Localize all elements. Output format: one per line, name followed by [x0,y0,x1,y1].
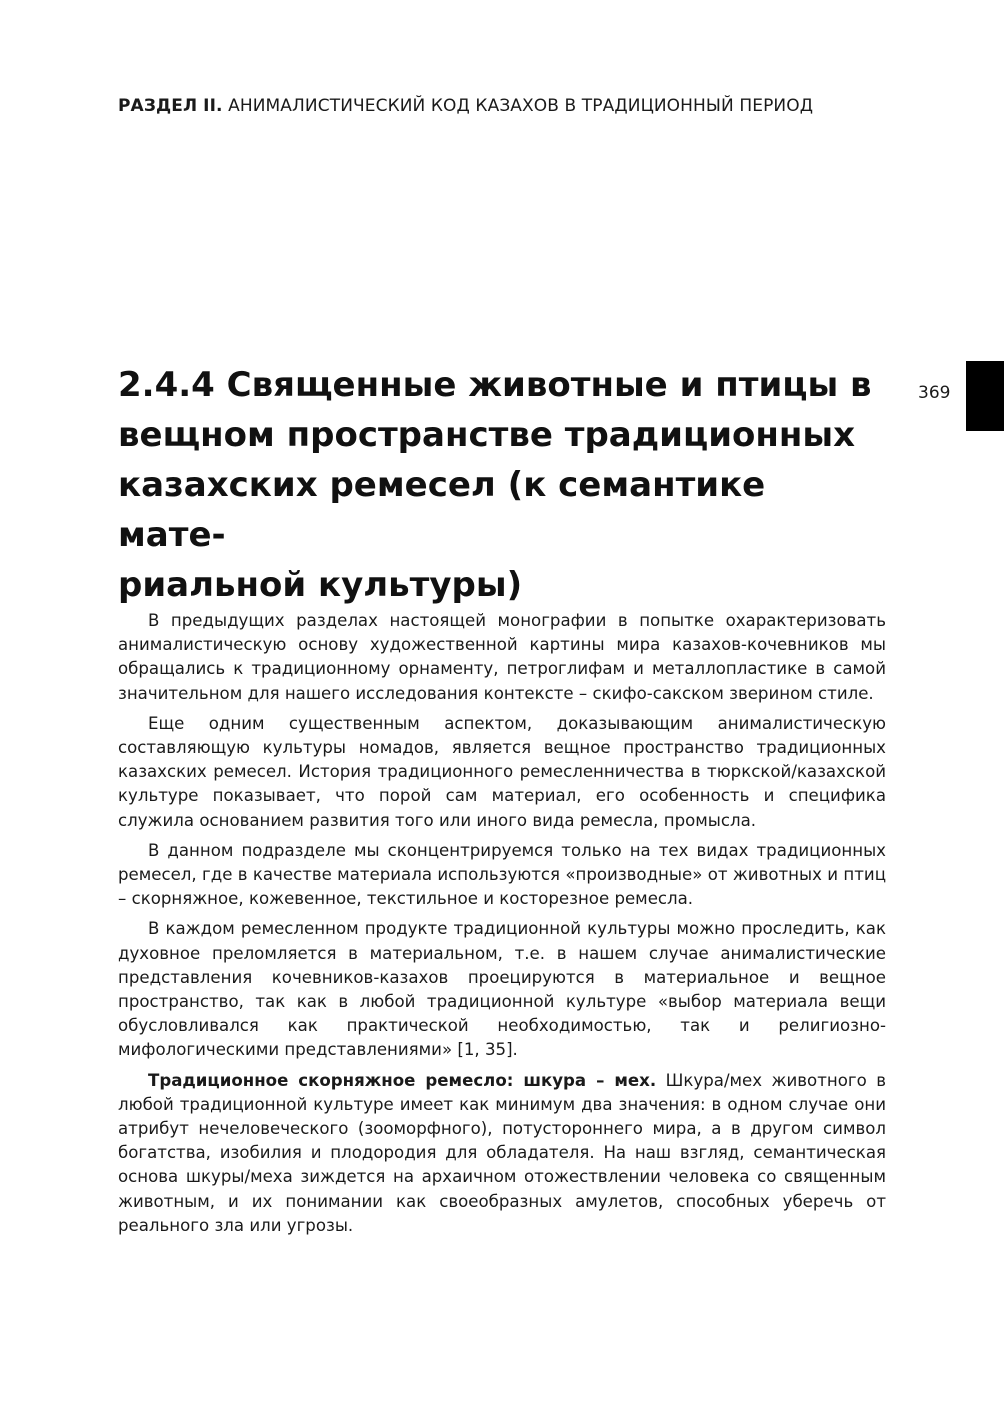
body-text [118,609,886,1244]
paragraph-text: Шкура/мех животного в любой традиционной культуре имеет как минимум два значения: в одном случае они атрибут нечеловеческого (зооморфного), потустороннего мира, а в другом символ богатства, изобилия и плодородия для обладателя. На наш взгляд, семантическая основа шкуры/меха зиждется на архаичном отожествлении человека со священным животным, и их понимании как своеобразных амулетов, способных уберечь от реального зла или угрозы. [118,1070,886,1235]
paragraph: Еще одним существенным аспектом, доказывающим анималистическую составляющую культуры номадов, является вещное пространство традиционных казахских ремесел. История традиционного ремесленничества в тюркской/казахской культуре показывает, что порой сам материал, его особенность и специфика служила основанием развития того или иного вида ремесла, промысла. [118,713,886,830]
chapter-title-line: риальной культуры) [118,565,523,605]
chapter-title-line: казахских ремесел (к семантике мате- [118,465,766,555]
paragraph: В данном подразделе мы сконцентрируемся только на тех видах традиционных ремесел, где в качестве материала используются «производные» от животных и птиц – скорняжное, кожевенное, текстильное и косторезное ремесла. [118,840,886,909]
paragraph: В каждом ремесленном продукте традиционной культуры можно проследить, как духовное преломляется в материальном, т.е. в нашем случае анималистические представления кочевников-казахов проецируются в материальное и вещное пространство, так как в любой традиционной культуре «выбор материала вещи обусловливался как практической необходимостью, так и религиозно-мифологическими представлениями» [1, 35]. [118,919,886,1060]
chapter-title [118,360,878,610]
chapter-title-line: вещном пространстве традиционных [118,415,856,455]
chapter-title-line: 2.4.4 Священные животные и птицы в [118,365,872,405]
section-label: РАЗДЕЛ II. [118,96,223,116]
page-edge-tab [966,361,1004,431]
paragraph [118,1069,886,1238]
section-title: АНИМАЛИСТИЧЕСКИЙ КОД КАЗАХОВ В ТРАДИЦИОННЫЙ ПЕРИОД [228,96,814,116]
paragraph-lead: Традиционное скорняжное ремесло: шкура – мех. [148,1070,657,1090]
running-header [118,96,878,116]
paragraph: В предыдущих разделах настоящей монографии в попытке охарактеризовать анималистическую основу художественной картины мира казахов-кочевников мы обращались к традиционному орнаменту, петроглифам и металлопластике в самой значительном для нашего исследования контексте – скифо-сакском зверином стиле. [118,611,886,703]
page-number: 369 [918,383,951,403]
